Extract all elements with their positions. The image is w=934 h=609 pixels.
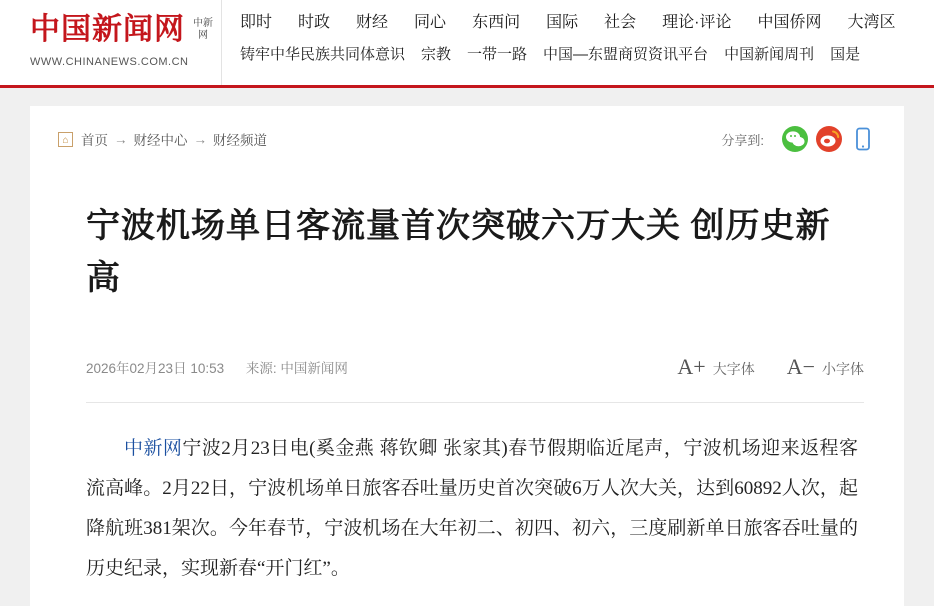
breadcrumb	[58, 129, 267, 149]
font-larger-glyph: A+	[677, 353, 706, 379]
breadcrumb-item-finance-center[interactable]: 财经中心	[133, 133, 188, 148]
wechat-icon[interactable]	[782, 126, 808, 152]
nav-item-lilun[interactable]: 理论·评论	[662, 14, 732, 31]
site-header	[0, 0, 934, 88]
nav-row-secondary	[240, 44, 934, 66]
article-source: 中国新闻网	[280, 360, 348, 376]
article-card	[30, 106, 904, 606]
main-navigation	[222, 0, 934, 66]
nav-item-zhoukan[interactable]: 中国新闻周刊	[724, 46, 815, 63]
nav-item-asean[interactable]: 中国—东盟商贸资讯平台	[543, 46, 709, 63]
logo-badge-line1: 中新	[193, 18, 213, 29]
breadcrumb-separator-2: →	[193, 131, 207, 147]
font-smaller-glyph: A−	[786, 353, 815, 379]
nav-item-guoshi[interactable]: 国是	[830, 46, 861, 63]
nav-item-jishi[interactable]: 即时	[240, 14, 273, 31]
breadcrumb-item-home[interactable]: 首页	[81, 133, 108, 148]
font-smaller-button[interactable]	[787, 354, 864, 380]
logo-badge	[191, 18, 215, 42]
page-background	[0, 88, 934, 606]
nav-item-dawanqu[interactable]: 大湾区	[847, 14, 896, 31]
share-bar	[721, 126, 876, 152]
breadcrumb-share-row	[30, 106, 904, 152]
article-paragraph-text: 宁波2月23日电(奚金燕 蒋钦卿 张家其)春节假期临近尾声，宁波机场迎来返程客流高峰。2月22日，宁波机场单日旅客吞吐量历史首次突破6万人次大关，达到60892人次，起降航班381架次。今年春节，宁波机场在大年初二、初四、初六，三度刷新单日旅客吞吐量的历史纪录，实现新春“开门红”。	[86, 437, 858, 579]
nav-item-dongxiwen[interactable]: 东西问	[472, 14, 521, 31]
nav-item-qiaowang[interactable]: 中国侨网	[757, 14, 822, 31]
breadcrumb-separator-1: →	[114, 131, 128, 147]
weibo-icon[interactable]	[816, 126, 842, 152]
font-larger-label: 大字体	[712, 360, 755, 377]
nav-item-tongxin[interactable]: 同心	[414, 14, 447, 31]
nav-item-zhulao[interactable]: 铸牢中华民族共同体意识	[240, 46, 406, 63]
breadcrumb-item-finance-channel[interactable]: 财经频道	[213, 133, 267, 148]
home-icon[interactable]: ⌂	[58, 132, 73, 147]
logo-text: 中国新闻网	[30, 13, 185, 46]
font-larger-button[interactable]	[677, 354, 754, 380]
nav-item-shizheng[interactable]: 时政	[298, 14, 331, 31]
logo-row	[30, 10, 221, 50]
article-datetime: 2026年02月23日 10:53	[86, 360, 225, 376]
article-meta-row	[30, 328, 904, 380]
article-body	[30, 403, 904, 589]
logo-url: WWW.CHINANEWS.COM.CN	[30, 56, 189, 68]
article-meta-left	[86, 357, 348, 377]
font-smaller-label: 小字体	[822, 360, 864, 377]
nav-item-shehui[interactable]: 社会	[604, 14, 637, 31]
nav-row-primary	[240, 12, 934, 34]
site-logo[interactable]	[0, 0, 222, 85]
nav-item-caijing[interactable]: 财经	[356, 14, 389, 31]
mobile-icon[interactable]	[850, 126, 876, 152]
share-label: 分享到:	[721, 132, 764, 148]
logo-badge-line2: 网	[198, 30, 208, 41]
font-size-controls	[645, 354, 864, 380]
nav-item-yidaiyilu[interactable]: 一带一路	[467, 46, 528, 63]
article-paragraph	[86, 429, 858, 589]
source-link[interactable]: 中新网	[124, 437, 183, 459]
article-title: 宁波机场单日客流量首次突破六万大关 创历史新高	[86, 207, 831, 297]
nav-item-zongjiao[interactable]: 宗教	[421, 46, 452, 63]
article-source-prefix: 来源:	[245, 360, 277, 376]
nav-item-guoji[interactable]: 国际	[546, 14, 579, 31]
